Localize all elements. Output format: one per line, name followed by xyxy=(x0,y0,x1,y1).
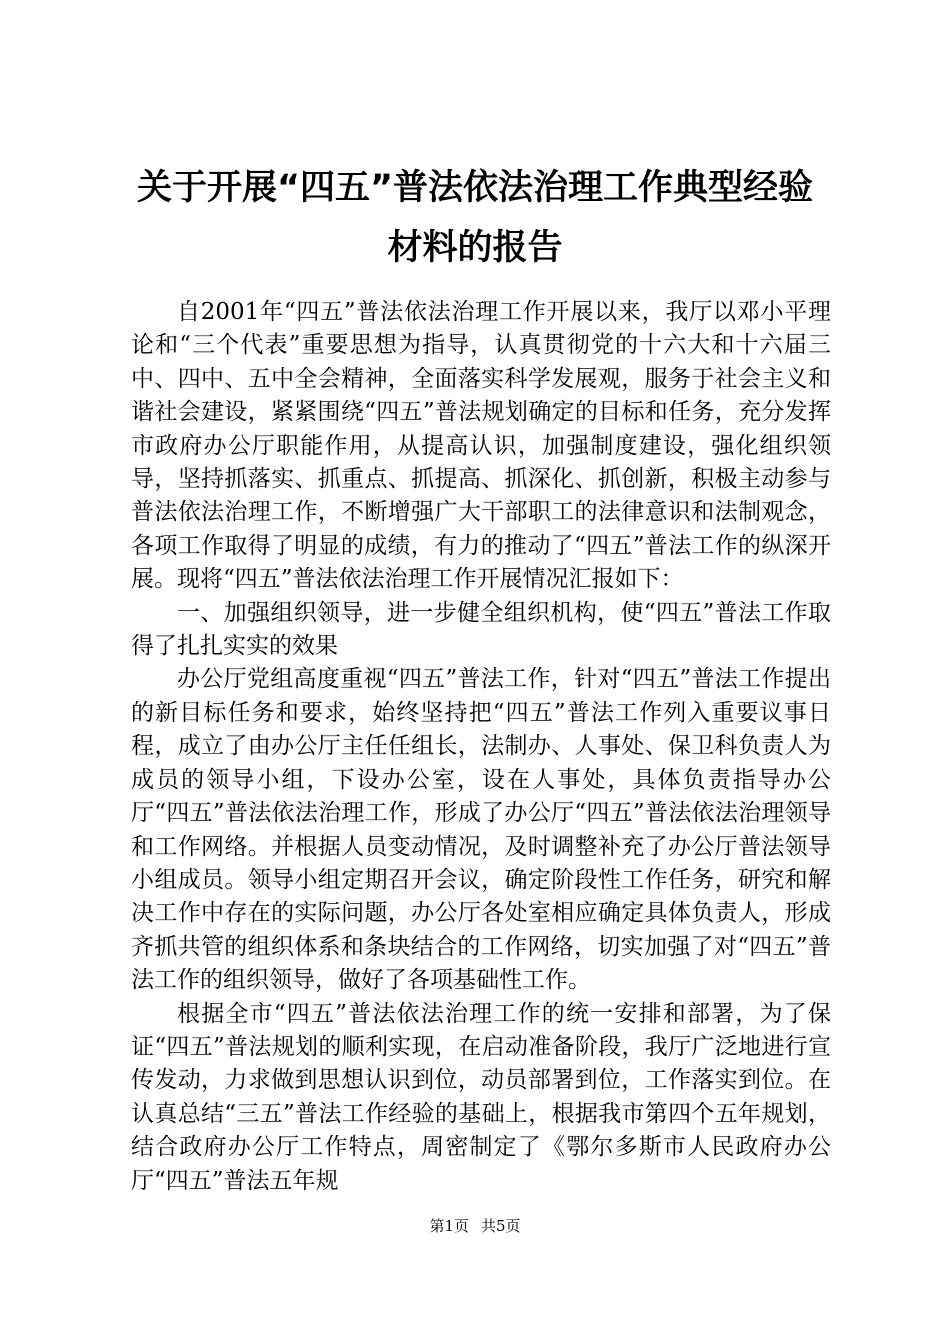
section-heading-1: 一、加强组织领导，进一步健全组织机构，使“四五”普法工作取得了扎扎实实的效果 xyxy=(131,599,831,660)
paragraph-organization: 办公厅党组高度重视“四五”普法工作，针对“四五”普法工作提出的新目标任务和要求，始终坚持把“四五”普法工作列入重要议事日程，成立了由办公厅主任任组长，法制办、人事处、保卫科负责人为成员的领导小组，下设办公室，设在人事处，具体负责指导办公厅“四五”普法依法治理工作，形成了办公厅“四五”普法依法治理领导和工作网络。并根据人员变动情况，及时调整补充了办公厅普法领导小组成员。领导小组定期召开会议，确定阶段性工作任务，研究和解决工作中存在的实际问题，办公厅各处室相应确定具体负责人，形成齐抓共管的组织体系和条块结合的工作网络，切实加强了对“四五”普法工作的组织领导，做好了各项基础性工作。 xyxy=(131,666,831,994)
document-title xyxy=(120,158,830,278)
page-number: 第1页 xyxy=(429,1217,469,1235)
paragraph-deployment: 根据全市“四五”普法依法治理工作的统一安排和部署，为了保证“四五”普法规划的顺利实现，在启动准备阶段，我厅广泛地进行宣传发动，力求做到思想认识到位，动员部署到位，工作落实到位。在认真总结“三五”普法工作经验的基础上，根据我市第四个五年规划，结合政府办公厅工作特点，周密制定了《鄂尔多斯市人民政府办公厅“四五”普法五年规 xyxy=(131,1000,831,1194)
page-footer xyxy=(0,1216,950,1236)
page-total: 共5页 xyxy=(481,1217,521,1235)
title-line-1: 关于开展“四五”普法依法治理工作典型经验 xyxy=(136,168,813,208)
title-line-2: 材料的报告 xyxy=(387,228,563,268)
document-body xyxy=(131,296,831,1198)
paragraph-intro: 自2001年“四五”普法依法治理工作开展以来，我厅以邓小平理论和“三个代表”重要思想为指导，认真贯彻党的十六大和十六届三中、四中、五中全会精神，全面落实科学发展观，服务于社会主义和谐社会建设，紧紧围绕“四五”普法规划确定的目标和任务，充分发挥市政府办公厅职能作用，从提高认识，加强制度建设，强化组织领导，坚持抓落实、抓重点、抓提高、抓深化、抓创新，积极主动参与普法依法治理工作，不断增强广大干部职工的法律意识和法制观念，各项工作取得了明显的成绩，有力的推动了“四五”普法工作的纵深开展。现将“四五”普法依法治理工作开展情况汇报如下： xyxy=(131,299,831,593)
